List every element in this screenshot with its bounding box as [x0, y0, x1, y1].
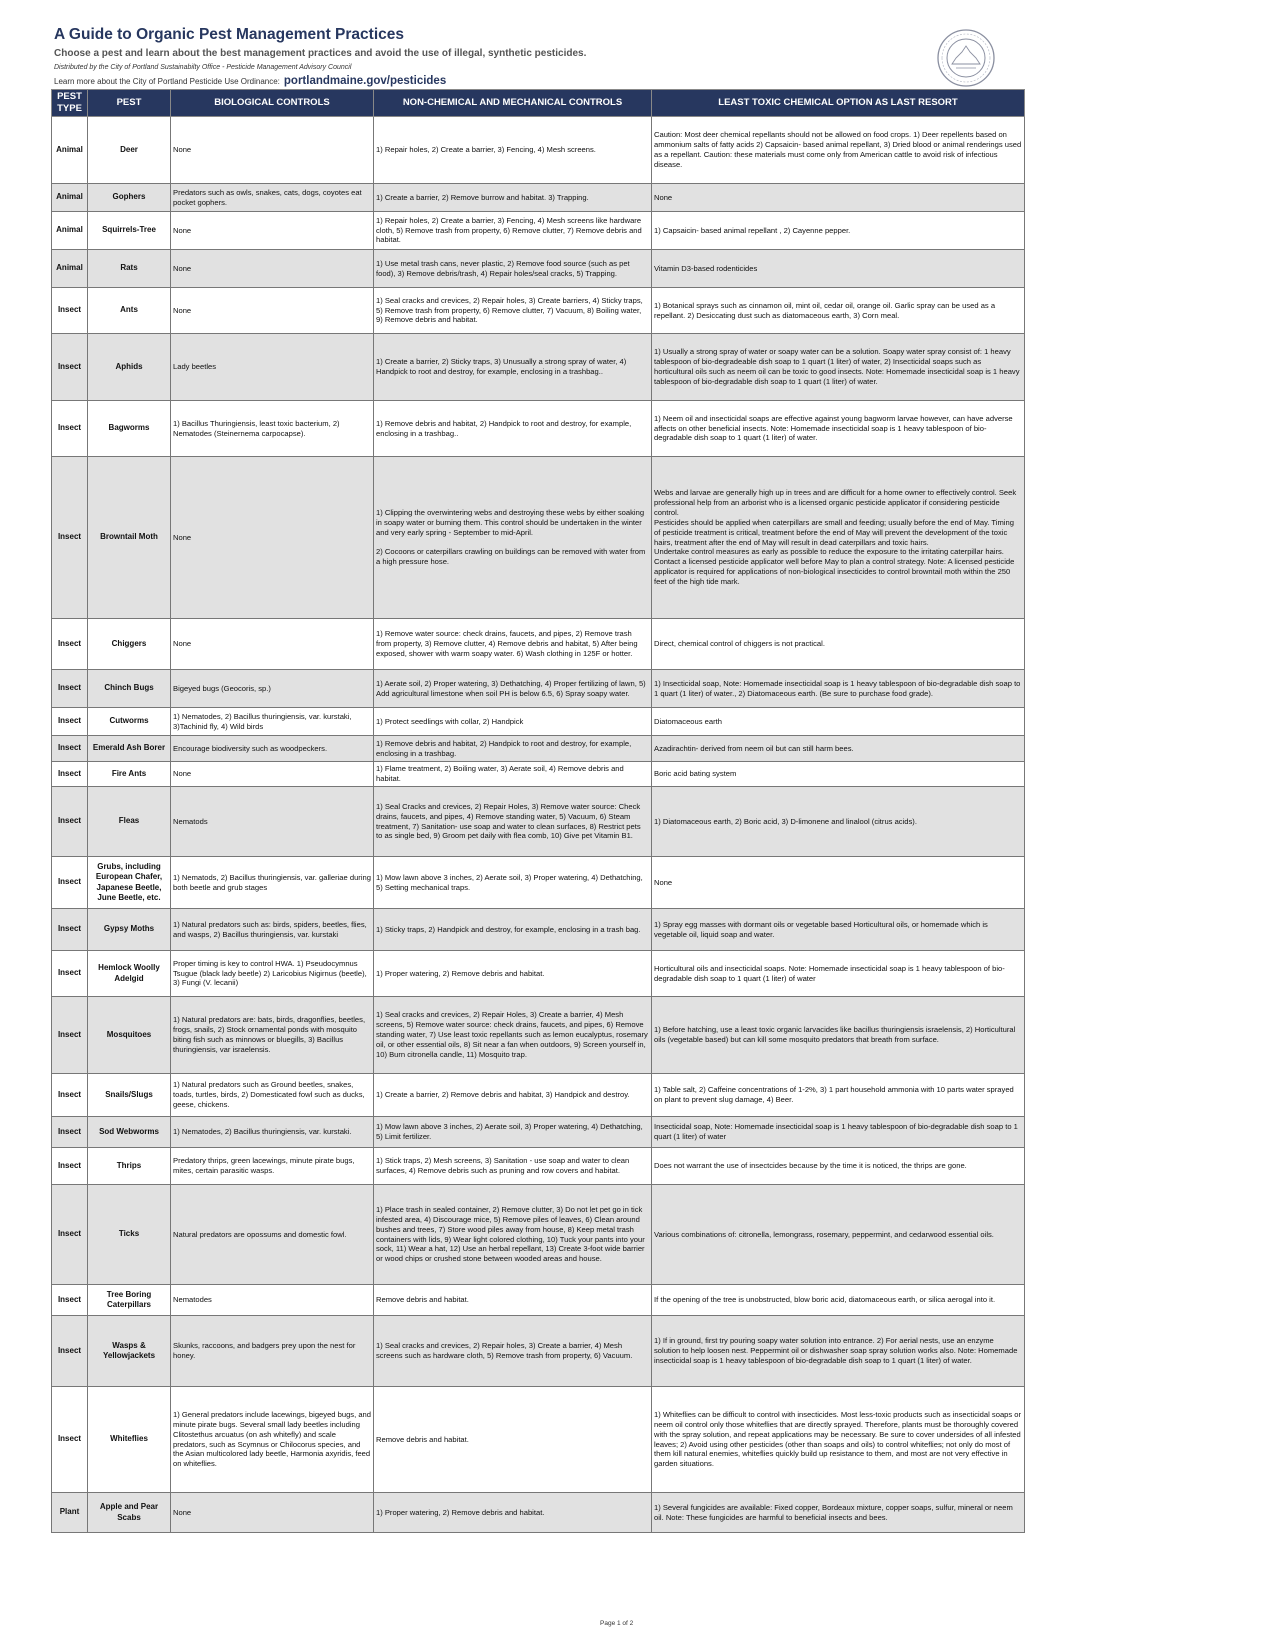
pest-name-cell: Snails/Slugs	[88, 1074, 171, 1117]
mechanical-controls-cell: Remove debris and habitat.	[374, 1387, 652, 1493]
pest-name-cell: Browntail Moth	[88, 457, 171, 619]
biological-controls-cell: Proper timing is key to control HWA. 1) Pseudocymnus Tsugue (black lady beetle) 2) Laricobius Nigirnus (beetle), 3) Fungi (V. lecanii)	[171, 951, 374, 997]
learn-more-text: Learn more about the City of Portland Pesticide Use Ordinance:	[54, 77, 280, 86]
mechanical-controls-cell: 1) Aerate soil, 2) Proper watering, 3) Dethatching, 4) Proper fertilizing of lawn, 5) Add agricultural limestone when soil PH is below 6.5, 6) Spray soapy water.	[374, 670, 652, 708]
pest-type-cell: Plant	[52, 1493, 88, 1533]
column-header-biological-controls: BIOLOGICAL CONTROLS	[171, 90, 374, 117]
pesticides-link[interactable]: portlandmaine.gov/pesticides	[283, 75, 447, 87]
chemical-option-cell: 1) Spray egg masses with dormant oils or vegetable based Horticultural oils, or homemade which is vegetable oil, liquid soap and water.	[652, 909, 1025, 951]
biological-controls-cell: Nematodes	[171, 1285, 374, 1316]
biological-controls-cell: 1) Natural predators such as: birds, spiders, beetles, flies, and wasps, 2) Bacillus thuringiensis, var. kurstaki	[171, 909, 374, 951]
biological-controls-cell: 1) General predators include lacewings, bigeyed bugs, and minute pirate bugs. Several small lady beetles including Clitostethus arcuatus (on ash whitefly) and scale predators, such as Scymnus or Chilocorus species, and the Asian multicolored lady beetle, Harmonia axyridis, feed on whiteflies.	[171, 1387, 374, 1493]
mechanical-controls-cell: 1) Create a barrier, 2) Remove debris and habitat, 3) Handpick and destroy.	[374, 1074, 652, 1117]
pest-name-cell: Cutworms	[88, 708, 171, 736]
chemical-option-cell: 1) Botanical sprays such as cinnamon oil, mint oil, cedar oil, orange oil. Garlic spray can be used as a repellant. 2) Desiccating dust such as diatomaceous earth, 3) Corn meal.	[652, 288, 1025, 334]
chemical-option-cell: 1) Capsaicin- based animal repellant , 2) Cayenne pepper.	[652, 212, 1025, 250]
chemical-option-cell: Vitamin D3-based rodenticides	[652, 250, 1025, 288]
pest-type-cell: Insect	[52, 736, 88, 762]
chemical-option-cell: Diatomaceous earth	[652, 708, 1025, 736]
pest-type-cell: Insect	[52, 457, 88, 619]
mechanical-controls-cell: 1) Mow lawn above 3 inches, 2) Aerate soil, 3) Proper watering, 4) Dethatching, 5) Limit fertilizer.	[374, 1117, 652, 1148]
biological-controls-cell: None	[171, 457, 374, 619]
pest-type-cell: Insect	[52, 619, 88, 670]
pest-type-cell: Insect	[52, 909, 88, 951]
table-row	[52, 1316, 1025, 1387]
biological-controls-cell: 1) Natural predators are: bats, birds, dragonflies, beetles, frogs, snails, 2) Stock ornamental ponds with mosquito biting fish such as minnows or bluegills, 3) Bacillus thuringiensis, var israelensis.	[171, 997, 374, 1074]
pest-type-cell: Insect	[52, 288, 88, 334]
chemical-option-cell: Caution: Most deer chemical repellants should not be allowed on food crops. 1) Deer repellents based on ammonium salts of fatty acids 2) Capsaicin- based animal repellant, 3) Dried blood or animal renderings used as a repellant. Caution: these materials must come only from American cattle to avoid risk of infectious disease.	[652, 117, 1025, 184]
biological-controls-cell: Nematods	[171, 787, 374, 857]
table-row	[52, 997, 1025, 1074]
page-title: A Guide to Organic Pest Management Practices	[54, 26, 404, 43]
chemical-option-cell: 1) Insecticidal soap, Note: Homemade insecticidal soap is 1 heavy tablespoon of bio-degradable dish soap to 1 quart (1 liter) of water., 2) Diatomaceous earth. (Be sure to purchase food grade).	[652, 670, 1025, 708]
pest-name-cell: Fire Ants	[88, 762, 171, 787]
table-row	[52, 619, 1025, 670]
table-row	[52, 670, 1025, 708]
pest-name-cell: Hemlock Woolly Adelgid	[88, 951, 171, 997]
table-row	[52, 1074, 1025, 1117]
city-seal-icon	[936, 28, 996, 88]
pest-name-cell: Tree Boring Caterpillars	[88, 1285, 171, 1316]
mechanical-controls-cell: 1) Seal cracks and crevices, 2) Repair holes, 3) Create barriers, 4) Sticky traps, 5) Remove trash from property, 6) Remove clutter, 7) Vacuum, 8) Boiling water, 9) Remove debris and habitat.	[374, 288, 652, 334]
chemical-option-cell: Horticultural oils and insecticidal soaps. Note: Homemade insecticidal soap is 1 heavy tablespoon of bio-degradable dish soap to 1 quart (1 liter) of water	[652, 951, 1025, 997]
chemical-option-cell: None	[652, 184, 1025, 212]
biological-controls-cell: Lady beetles	[171, 334, 374, 401]
chemical-option-cell: Various combinations of: citronella, lemongrass, rosemary, peppermint, and cedarwood essential oils.	[652, 1185, 1025, 1285]
mechanical-controls-cell: 1) Protect seedlings with collar, 2) Handpick	[374, 708, 652, 736]
chemical-option-cell: 1) If in ground, first try pouring soapy water solution into entrance. 2) For aerial nests, use an enzyme solution to help loosen nest. Peppermint oil or dishwasher soap spray solution works also. Note: Homemade insecticidal soap is 1 heavy tablespoon of bio-degradable dish soap to 1 quart (1 liter) of water.	[652, 1316, 1025, 1387]
pest-name-cell: Thrips	[88, 1148, 171, 1185]
mechanical-controls-cell: 1) Proper watering, 2) Remove debris and habitat.	[374, 951, 652, 997]
chemical-option-cell: Boric acid bating system	[652, 762, 1025, 787]
biological-controls-cell: None	[171, 1493, 374, 1533]
mechanical-controls-cell: 1) Create a barrier, 2) Remove burrow and habitat. 3) Trapping.	[374, 184, 652, 212]
table-row	[52, 212, 1025, 250]
chemical-option-cell: If the opening of the tree is unobstructed, blow boric acid, diatomaceous earth, or silica aerogal into it.	[652, 1285, 1025, 1316]
biological-controls-cell: None	[171, 250, 374, 288]
pest-name-cell: Gophers	[88, 184, 171, 212]
pest-name-cell: Ticks	[88, 1185, 171, 1285]
pest-type-cell: Animal	[52, 117, 88, 184]
pest-name-cell: Emerald Ash Borer	[88, 736, 171, 762]
biological-controls-cell: None	[171, 288, 374, 334]
column-header-pest-type: PEST TYPE	[52, 90, 88, 117]
pest-name-cell: Chinch Bugs	[88, 670, 171, 708]
chemical-option-cell: Azadirachtin- derived from neem oil but can still harm bees.	[652, 736, 1025, 762]
table-row	[52, 334, 1025, 401]
biological-controls-cell: Natural predators are opossums and domestic fowl.	[171, 1185, 374, 1285]
pest-name-cell: Aphids	[88, 334, 171, 401]
pest-type-cell: Insect	[52, 334, 88, 401]
biological-controls-cell: None	[171, 619, 374, 670]
mechanical-controls-cell: 1) Stick traps, 2) Mesh screens, 3) Sanitation - use soap and water to clean surfaces, 4) Remove debris such as pruning and row covers and habitat.	[374, 1148, 652, 1185]
chemical-option-cell: None	[652, 857, 1025, 909]
table-row	[52, 1387, 1025, 1493]
table-row	[52, 951, 1025, 997]
mechanical-controls-cell: 1) Seal cracks and crevices, 2) Repair Holes, 3) Create a barrier, 4) Mesh screens, 5) Remove water source: check drains, faucets, and pipes, 6) Remove standing water, 7) Use least toxic repellants such as lemon eucalyptus, rosemary oil, or other essential oils, 8) Sit near a fan when outdoors, 9) Screen yourself in, 10) Burn citronella candle, 11) Mosquito trap.	[374, 997, 652, 1074]
mechanical-controls-cell: 1) Flame treatment, 2) Boiling water, 3) Aerate soil, 4) Remove debris and habitat.	[374, 762, 652, 787]
pest-name-cell: Gypsy Moths	[88, 909, 171, 951]
table-row	[52, 1148, 1025, 1185]
column-header-chemical-option: LEAST TOXIC CHEMICAL OPTION AS LAST RESORT	[652, 90, 1025, 117]
mechanical-controls-cell: 1) Remove water source: check drains, faucets, and pipes, 2) Remove trash from property, 3) Remove clutter, 4) Remove debris and habitat, 5) After being exposed, shower with warm soapy water. 6) Wash clothing in 125F or hotter.	[374, 619, 652, 670]
biological-controls-cell: Skunks, raccoons, and badgers prey upon the nest for honey.	[171, 1316, 374, 1387]
table-row	[52, 457, 1025, 619]
pest-type-cell: Animal	[52, 250, 88, 288]
pest-name-cell: Rats	[88, 250, 171, 288]
pest-name-cell: Fleas	[88, 787, 171, 857]
table-row	[52, 909, 1025, 951]
chemical-option-cell: 1) Diatomaceous earth, 2) Boric acid, 3) D-limonene and linalool (citrus acids).	[652, 787, 1025, 857]
pest-name-cell: Mosquitoes	[88, 997, 171, 1074]
biological-controls-cell: Bigeyed bugs (Geocoris, sp.)	[171, 670, 374, 708]
pest-type-cell: Animal	[52, 212, 88, 250]
pest-type-cell: Insect	[52, 670, 88, 708]
pest-table-container	[51, 89, 1024, 1533]
table-row	[52, 857, 1025, 909]
chemical-option-cell: Insecticidal soap, Note: Homemade insecticidal soap is 1 heavy tablespoon of bio-degradable dish soap to 1 quart (1 liter) of water	[652, 1117, 1025, 1148]
mechanical-controls-cell: 1) Use metal trash cans, never plastic, 2) Remove food source (such as pet food), 3) Remove debris/trash, 4) Repair holes/seal cracks, 5) Trapping.	[374, 250, 652, 288]
pest-name-cell: Ants	[88, 288, 171, 334]
pest-type-cell: Insect	[52, 1316, 88, 1387]
table-row	[52, 762, 1025, 787]
pest-type-cell: Insect	[52, 787, 88, 857]
chemical-option-cell: 1) Usually a strong spray of water or soapy water can be a solution. Soapy water spray consist of: 1 heavy tablespoon of bio-degradeable dish soap to 1 quart (1 liter) of water, 2) Insecticidal soaps such as horticultural oils such as neem oil can be toxic to good insects. Note: Homemade insecticidal soap is 1 heavy tablespoon of bio-degradable dish soap to 1 quart (1 liter) of water.	[652, 334, 1025, 401]
pest-type-cell: Insect	[52, 1074, 88, 1117]
mechanical-controls-cell: 1) Mow lawn above 3 inches, 2) Aerate soil, 3) Proper watering, 4) Dethatching, 5) Setting mechanical traps.	[374, 857, 652, 909]
biological-controls-cell: None	[171, 117, 374, 184]
biological-controls-cell: None	[171, 212, 374, 250]
table-row	[52, 117, 1025, 184]
mechanical-controls-cell: 1) Repair holes, 2) Create a barrier, 3) Fencing, 4) Mesh screens.	[374, 117, 652, 184]
pest-name-cell: Squirrels-Tree	[88, 212, 171, 250]
table-header-row	[52, 90, 1025, 117]
biological-controls-cell: 1) Natural predators such as Ground beetles, snakes, toads, turtles, birds, 2) Domesticated fowl such as ducks, geese, chickens.	[171, 1074, 374, 1117]
mechanical-controls-cell: 1) Create a barrier, 2) Sticky traps, 3) Unusually a strong spray of water, 4) Handpick to root and destroy, for example, enclosing in a trashbag..	[374, 334, 652, 401]
learn-more-line	[54, 74, 1014, 89]
pest-type-cell: Insect	[52, 1387, 88, 1493]
pest-type-cell: Insect	[52, 997, 88, 1074]
chemical-option-cell: 1) Whiteflies can be difficult to control with insecticides. Most less-toxic products such as insecticidal soaps or neem oil control only those whiteflies that are directly sprayed. Therefore, plants must be thoroughly covered with the spray solution, and repeat applications may be necessary. Be sure to cover undersides of all infested leaves; 2) Avoid using other pesticides (other than soaps and oils) to control whiteflies; not only do most of them kill natural enemies, whiteflies quickly build up resistance to them, and most are not very effective in garden situations.	[652, 1387, 1025, 1493]
table-row	[52, 1117, 1025, 1148]
mechanical-controls-cell: 1) Seal cracks and crevices, 2) Repair holes, 3) Create a barrier, 4) Mesh screens such as hardware cloth, 5) Remove trash from property, 6) Vacuum.	[374, 1316, 652, 1387]
chemical-option-cell: Direct, chemical control of chiggers is not practical.	[652, 619, 1025, 670]
mechanical-controls-cell: 1) Place trash in sealed container, 2) Remove clutter, 3) Do not let pet go in tick infested area, 4) Discourage mice, 5) Remove piles of leaves, 6) Clean around bushes and trees, 7) Store wood piles away from house, 8) Keep metal trash containers with lids, 9) Wear light colored clothing, 10) Tuck your pants into your sock, 11) Wear a hat, 12) Use an herbal repellant, 13) Create 3-foot wide barrier or wood chips or crushed stone between wooded areas and house.	[374, 1185, 652, 1285]
biological-controls-cell: 1) Nematodes, 2) Bacillus thuringiensis, var. kurstaki.	[171, 1117, 374, 1148]
pest-name-cell: Deer	[88, 117, 171, 184]
table-row	[52, 184, 1025, 212]
chemical-option-cell: 1) Neem oil and insecticidal soaps are effective against young bagworm larvae however, can have adverse affects on other beneficial insects. Note: Homemade insecticidal soap is 1 heavy tablespoon of bio-degradable dish soap to 1 quart (1 liter) of water.	[652, 401, 1025, 457]
column-header-pest: PEST	[88, 90, 171, 117]
pest-name-cell: Whiteflies	[88, 1387, 171, 1493]
mechanical-controls-cell: 1) Proper watering, 2) Remove debris and habitat.	[374, 1493, 652, 1533]
table-row	[52, 1493, 1025, 1533]
biological-controls-cell: Predators such as owls, snakes, cats, dogs, coyotes eat pocket gophers.	[171, 184, 374, 212]
pest-type-cell: Insect	[52, 401, 88, 457]
chemical-option-cell: 1) Before hatching, use a least toxic organic larvacides like bacillus thuringiensis israelensis, 2) Horticultural oils (vegetable based) but can kill some mosquito predators that breath from surface.	[652, 997, 1025, 1074]
page-subtitle: Choose a pest and learn about the best management practices and avoid the use of illegal, synthetic pesticides.	[54, 48, 587, 59]
mechanical-controls-cell: Remove debris and habitat.	[374, 1285, 652, 1316]
pest-type-cell: Animal	[52, 184, 88, 212]
biological-controls-cell: None	[171, 762, 374, 787]
mechanical-controls-cell: 1) Remove debris and habitat, 2) Handpick to root and destroy, for example, enclosing in a trashbag.	[374, 736, 652, 762]
table-row	[52, 288, 1025, 334]
biological-controls-cell: 1) Bacillus Thuringiensis, least toxic bacterium, 2) Nematodes (Steinernema carpocapse).	[171, 401, 374, 457]
table-row	[52, 401, 1025, 457]
pest-type-cell: Insect	[52, 1185, 88, 1285]
chemical-option-cell: Webs and larvae are generally high up in trees and are difficult for a home owner to effectively control. Seek professional help from an arborist who is a licensed organic pesticide applicator if considering pesticide control. Pesticides should be applied when caterpillars are small and feeding; usually before the end of May. Timing of pesticide treatment is critical, treatment before the end of May will prevent the development of the toxic hairs, treatment after the end of May will result in dead caterpillars and toxic hairs. Undertake control measures as early as possible to reduce the exposure to the irritating caterpillar hairs. Contact a licensed pesticide applicator well before May to plan a control strategy. Note: A licensed pesticide applicator is required for applications of non-biological insecticides to control browntail moth within the 250 feet of the high tide mark.	[652, 457, 1025, 619]
pest-name-cell: Wasps & Yellowjackets	[88, 1316, 171, 1387]
pest-management-table	[51, 89, 1025, 1533]
pest-name-cell: Bagworms	[88, 401, 171, 457]
pest-name-cell: Chiggers	[88, 619, 171, 670]
pest-type-cell: Insect	[52, 951, 88, 997]
pest-type-cell: Insect	[52, 708, 88, 736]
mechanical-controls-cell: 1) Remove debris and habitat, 2) Handpick to root and destroy, for example, enclosing in a trashbag..	[374, 401, 652, 457]
biological-controls-cell: Encourage biodiversity such as woodpeckers.	[171, 736, 374, 762]
chemical-option-cell: Does not warrant the use of insectcides because by the time it is noticed, the thrips are gone.	[652, 1148, 1025, 1185]
chemical-option-cell: 1) Table salt, 2) Caffeine concentrations of 1-2%, 3) 1 part household ammonia with 10 parts water sprayed on plant to prevent slug damage, 4) Beer.	[652, 1074, 1025, 1117]
pest-type-cell: Insect	[52, 857, 88, 909]
mechanical-controls-cell: 1) Clipping the overwintering webs and destroying these webs by either soaking in soapy water or burning them. This control should be undertaken in the winter and very early spring - September to mid-April. 2) Cocoons or caterpillars crawling on buildings can be removed with water from a high pressure hose.	[374, 457, 652, 619]
pest-type-cell: Insect	[52, 1117, 88, 1148]
table-row	[52, 736, 1025, 762]
mechanical-controls-cell: 1) Sticky traps, 2) Handpick and destroy, for example, enclosing in a trash bag.	[374, 909, 652, 951]
pest-name-cell: Sod Webworms	[88, 1117, 171, 1148]
pest-name-cell: Apple and Pear Scabs	[88, 1493, 171, 1533]
biological-controls-cell: 1) Nematodes, 2) Bacillus thuringiensis, var. kurstaki, 3)Tachinid fly, 4) Wild birds	[171, 708, 374, 736]
biological-controls-cell: 1) Nematods, 2) Bacillus thuringiensis, var. galleriae during both beetle and grub stages	[171, 857, 374, 909]
table-row	[52, 250, 1025, 288]
chemical-option-cell: 1) Several fungicides are available: Fixed copper, Bordeaux mixture, copper soaps, sulfur, mineral or neem oil. Note: These fungicides are harmful to beneficial insects and bees.	[652, 1493, 1025, 1533]
table-row	[52, 1185, 1025, 1285]
mechanical-controls-cell: 1) Seal Cracks and crevices, 2) Repair Holes, 3) Remove water source: Check drains, faucets, and pipes, 4) Remove standing water, 5) Vacuum, 6) Steam treatment, 7) Sanitation- use soap and water to clean surfaces, 8) Restrict pets to as single bed, 9) Groom pet daily with flea comb, 10) Give pet Vitamin B1.	[374, 787, 652, 857]
pest-type-cell: Insect	[52, 1285, 88, 1316]
table-body	[52, 117, 1025, 1533]
distribution-note: Distributed by the City of Portland Sustainabilty Office - Pesticide Management Advisory Council	[54, 64, 352, 71]
biological-controls-cell: Predatory thrips, green lacewings, minute pirate bugs, mites, certain parasitic wasps.	[171, 1148, 374, 1185]
pest-type-cell: Insect	[52, 762, 88, 787]
pest-name-cell: Grubs, including European Chafer, Japanese Beetle, June Beetle, etc.	[88, 857, 171, 909]
page-number: Page 1 of 2	[600, 1620, 634, 1627]
pest-type-cell: Insect	[52, 1148, 88, 1185]
document-header	[54, 24, 1014, 89]
column-header-mechanical-controls: NON-CHEMICAL AND MECHANICAL CONTROLS	[374, 90, 652, 117]
table-row	[52, 1285, 1025, 1316]
mechanical-controls-cell: 1) Repair holes, 2) Create a barrier, 3) Fencing, 4) Mesh screens like hardware cloth, 5) Remove trash from property, 6) Remove clutter, 7) Remove debris and habitat.	[374, 212, 652, 250]
table-row	[52, 787, 1025, 857]
table-row	[52, 708, 1025, 736]
